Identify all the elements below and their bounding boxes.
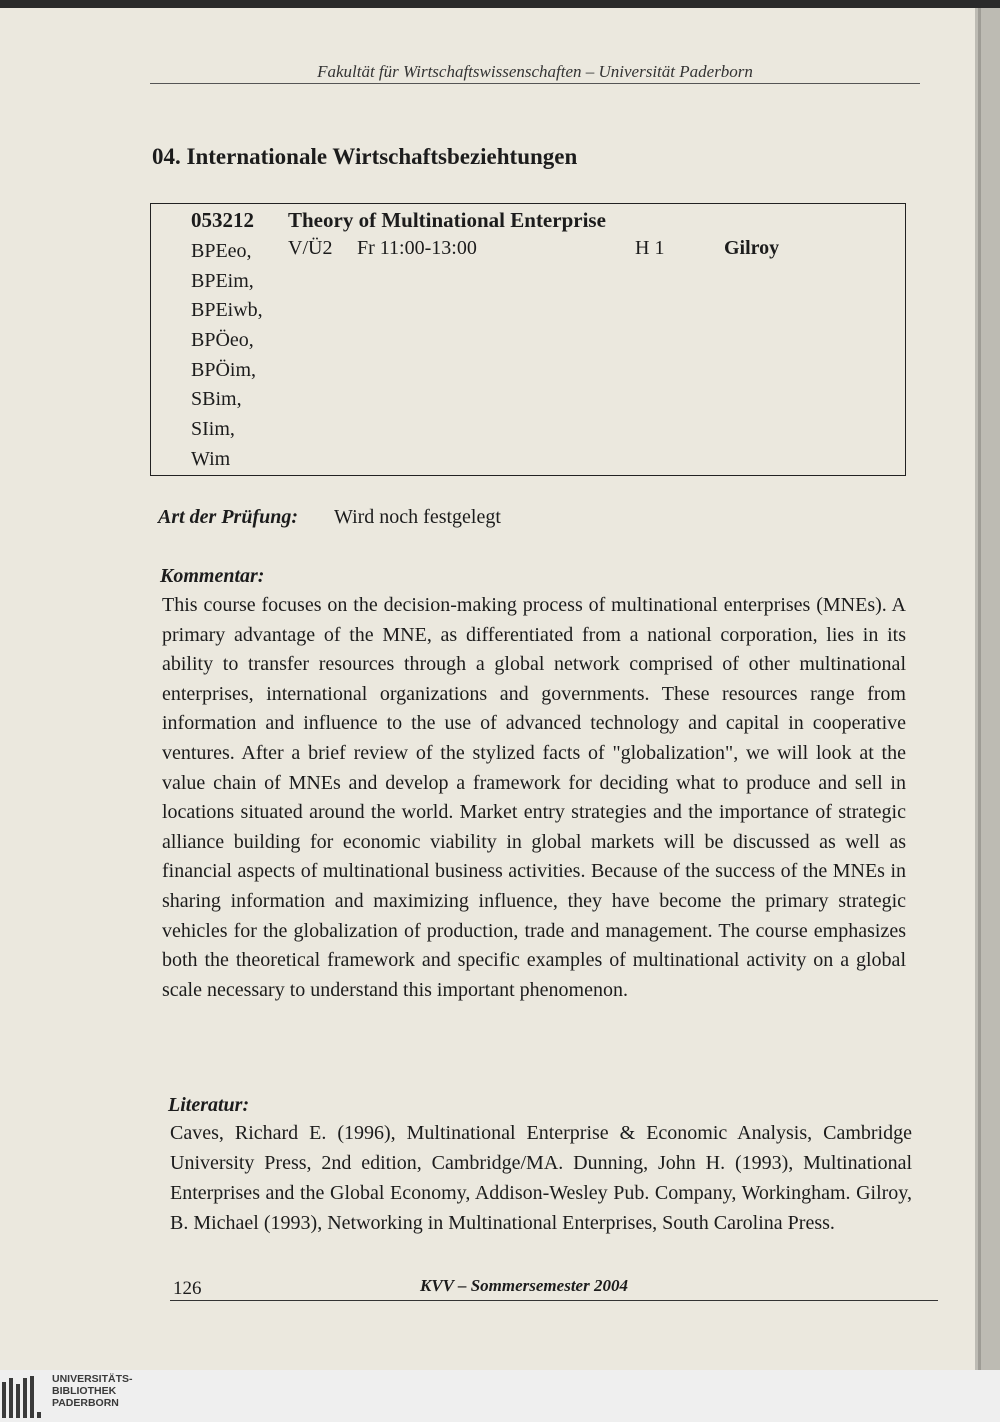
logo-line: PADERBORN (52, 1397, 119, 1409)
section-title: 04. Internationale Wirtschaftsbeziehtungen (152, 144, 578, 169)
program-item: SIim, (191, 418, 235, 441)
course-type: V/Ü2 (288, 237, 333, 259)
comment-label: Kommentar: (160, 565, 265, 587)
page-number: 126 (173, 1278, 202, 1299)
library-logo-icon (2, 1376, 42, 1420)
program-item: SBim, (191, 388, 242, 411)
program-list (191, 237, 263, 475)
exam-label: Art der Prüfung: (158, 506, 299, 528)
logo-line: UNIVERSITÄTS- (52, 1373, 133, 1385)
course-title: Theory of Multinational Enterprise (288, 208, 606, 232)
course-room: H 1 (635, 237, 665, 259)
library-logo-text (52, 1373, 133, 1409)
literature-label: Literatur: (168, 1094, 250, 1116)
course-lecturer: Gilroy (724, 237, 780, 259)
running-head: Fakultät für Wirtschaftswissenschaften – Universität Paderborn (317, 62, 753, 81)
comment-text: This course focuses on the decision-making process of multinational enterprises (MNEs). A primary advantage of the MNE, as differentiated from a national corporation, lies in its ability to transfer resources through a global network comprised of other multinational enterprises, international organizations and governments. These resources range from information and influence to the use of advanced technology and capital in cooperative ventures. After a brief review of the stylized facts of "globalization", we will look at the value chain of MNEs and develop a framework for deciding what to produce and sell in locations situated around the world. Market entry strategies and the importance of strategic alliance building for economic viability in global markets will be discussed as well as financial aspects of multinational business activities. Because of the success of the MNEs in sharing information and maximizing influence, they have become the primary strategic vehicles for the globalization of production, trade and management. The course emphasizes both the theoretical framework and specific examples of multinational activity on a global scale necessary to understand this important phenomenon. (162, 594, 906, 1001)
page-edge-line (978, 8, 981, 1370)
program-item: BPEim, (191, 269, 254, 292)
program-item: BPÖeo, (191, 329, 254, 352)
program-item: BPÖim, (191, 358, 257, 381)
program-item: BPEiwb, (191, 299, 263, 322)
footer-title: KVV – Sommersemester 2004 (420, 1276, 628, 1295)
literature-text: Caves, Richard E. (1996), Multinational Enterprise & Economic Analysis, Cambridge University Press, 2nd edition, Cambridge/MA. Dunning, John H. (1993), Multinational Enterprises and the Global Economy, Addison-Wesley Pub. Company, Workingham. Gilroy, B. Michael (1993), Networking in Multinational Enterprises, South Carolina Press. (170, 1122, 912, 1234)
course-box (150, 203, 906, 476)
course-number: 053212 (191, 208, 254, 232)
footer-rule (170, 1300, 938, 1301)
logo-line: BIBLIOTHEK (52, 1385, 117, 1397)
program-item: Wim (191, 447, 231, 470)
program-item: BPEeo, (191, 240, 252, 262)
exam-value: Wird noch festgelegt (334, 506, 501, 528)
header-rule (150, 83, 920, 84)
course-time: Fr 11:00-13:00 (357, 237, 477, 259)
